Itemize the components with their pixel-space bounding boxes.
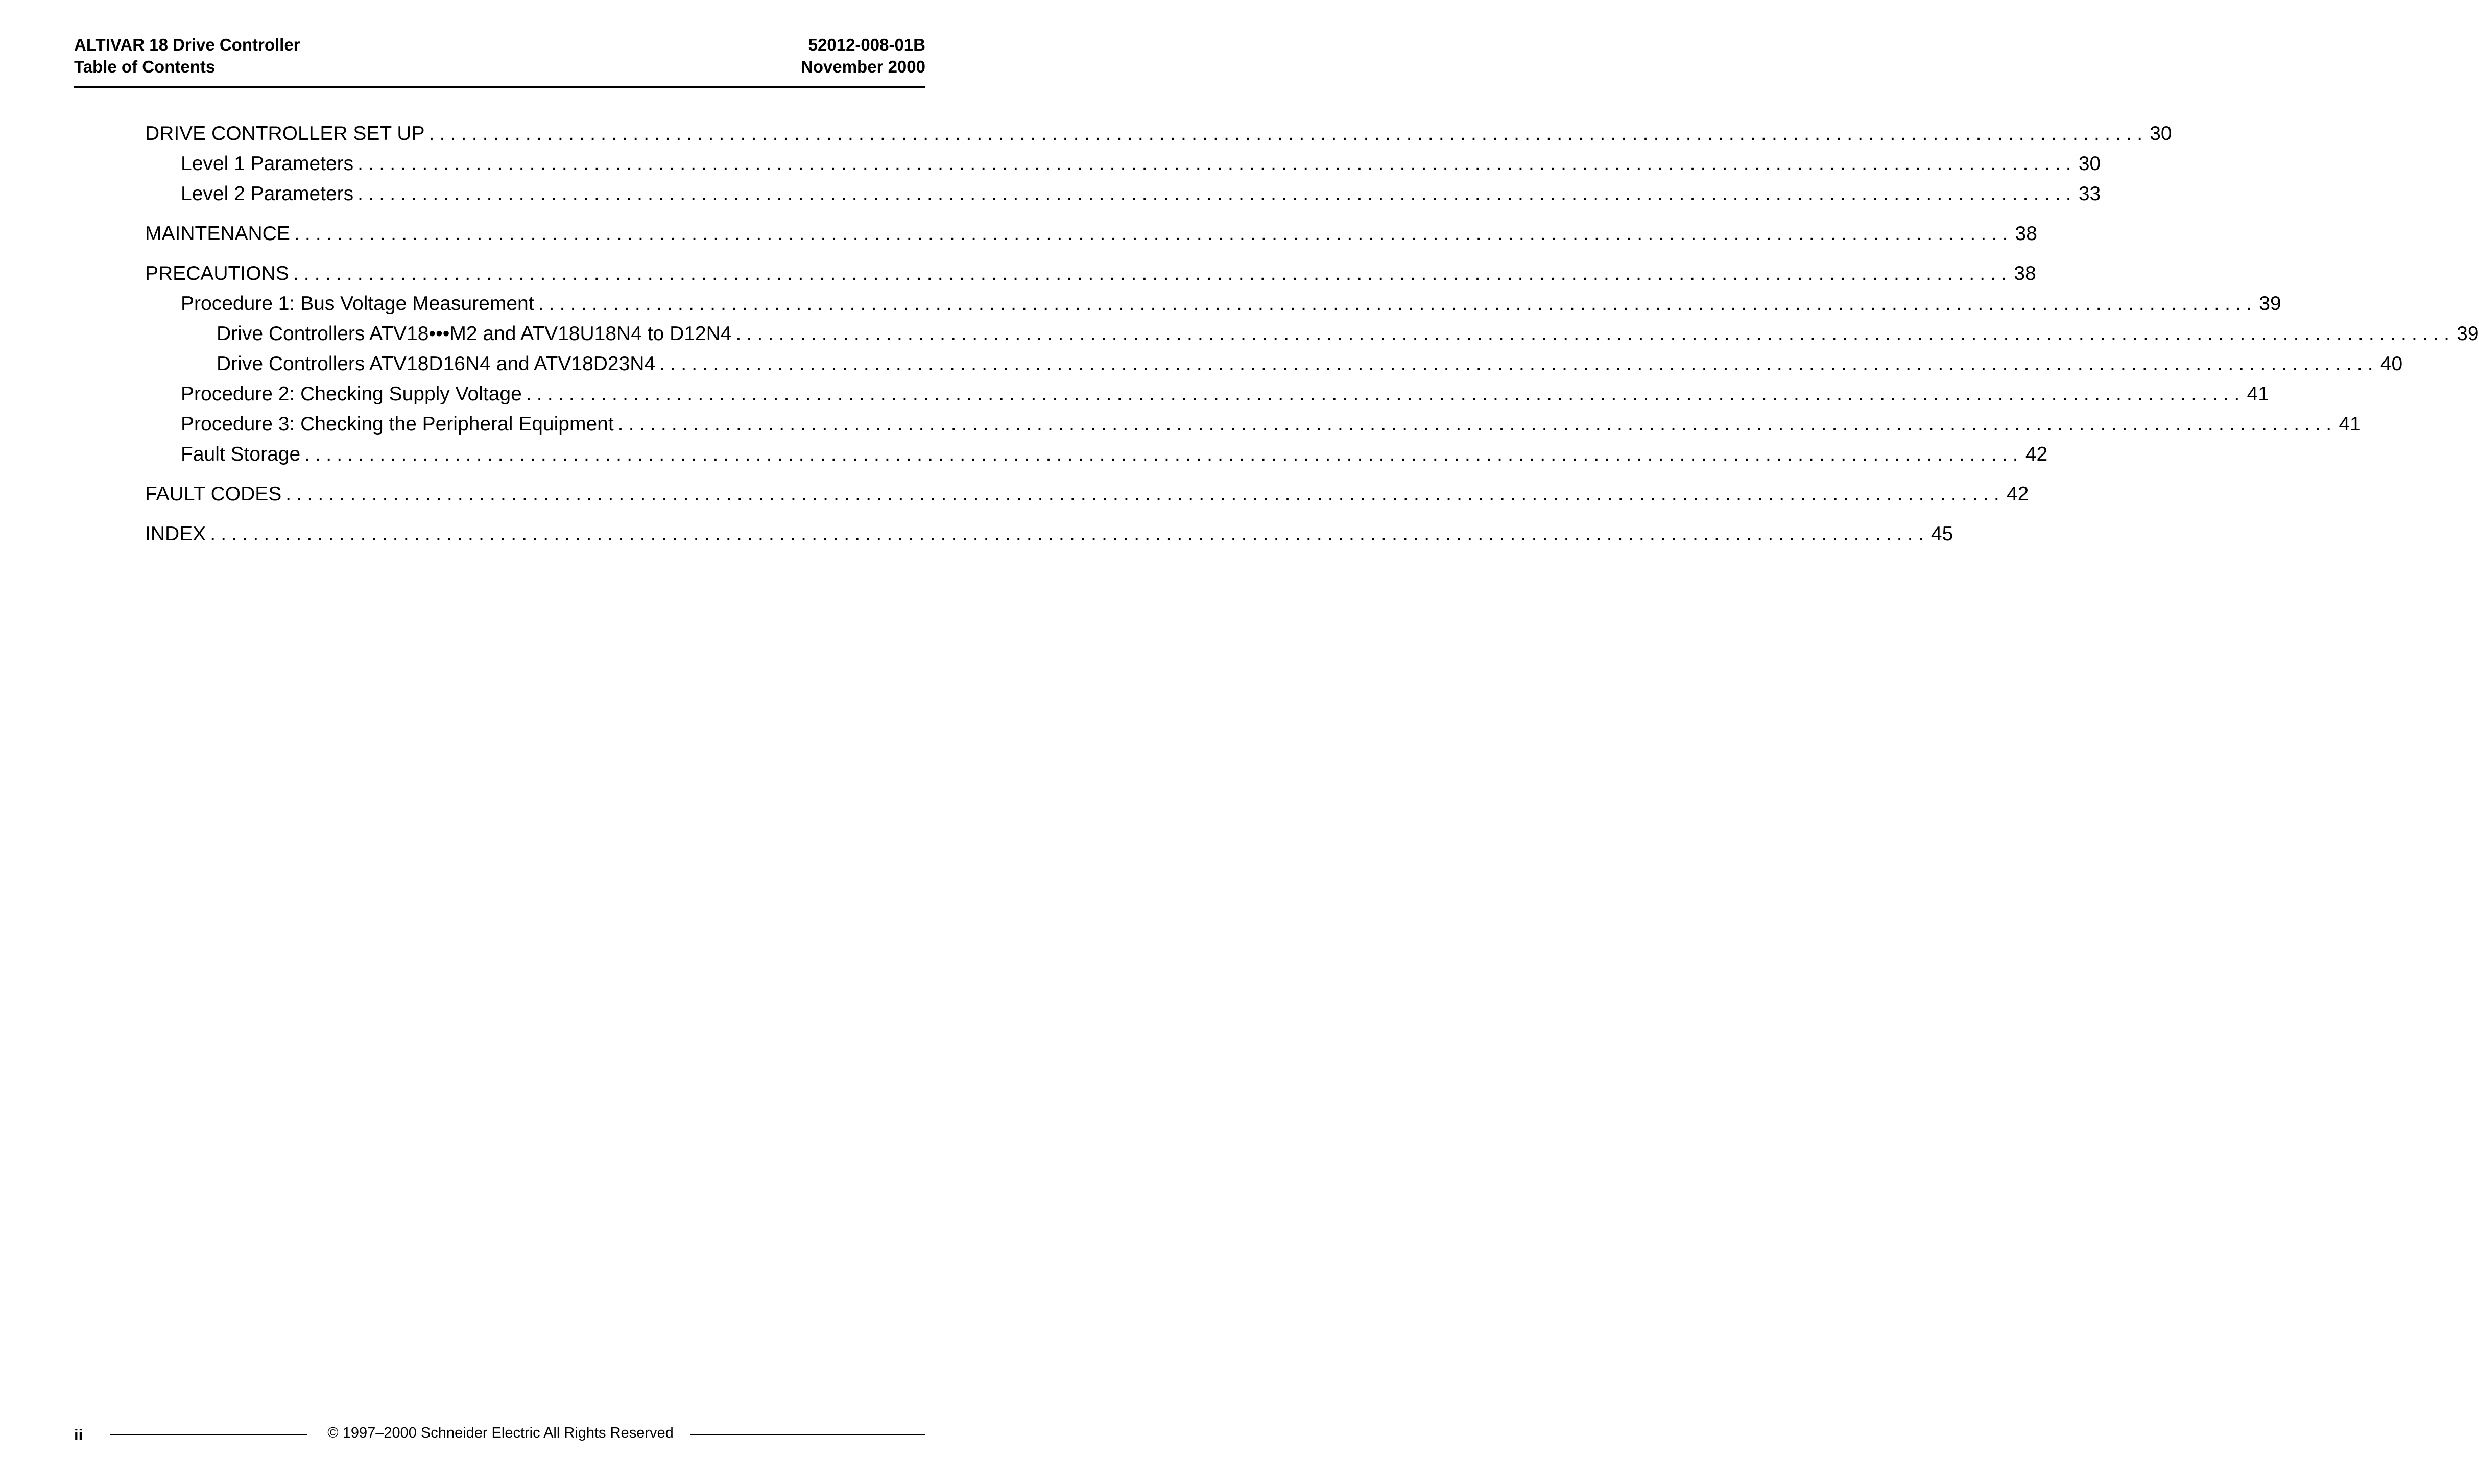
page-footer [74, 1423, 925, 1443]
toc-dot-leader: ................................................................................................................................................................ [357, 153, 2077, 175]
toc-dot-leader: ................................................................................................................................................................ [210, 523, 1929, 545]
toc-entry-title: MAINTENANCE [145, 223, 290, 245]
toc-entry[interactable] [145, 379, 2269, 409]
toc-entry-title: Level 1 Parameters [181, 153, 354, 175]
header-left [74, 34, 300, 78]
toc-entry[interactable] [145, 149, 2101, 179]
footer-rule-right [690, 1434, 925, 1435]
toc-entry-title: Level 2 Parameters [181, 183, 354, 205]
toc-entry-page: 38 [2015, 223, 2037, 245]
toc-entry-title: INDEX [145, 523, 206, 545]
toc-entry-title: Fault Storage [181, 443, 301, 465]
toc-entry-page: 30 [2150, 123, 2172, 145]
header-right [801, 34, 925, 78]
toc-entry-title: Drive Controllers ATV18D16N4 and ATV18D23N4 [217, 353, 656, 375]
page-header [74, 34, 925, 88]
toc-entry-page: 42 [2025, 443, 2048, 465]
document-number: 52012-008-01B [808, 35, 925, 54]
toc-entry-page: 40 [2380, 353, 2403, 375]
toc-entry[interactable] [145, 349, 2403, 379]
toc-dot-leader: ................................................................................................................................................................ [294, 223, 2013, 245]
toc-entry-page: 39 [2259, 293, 2281, 315]
document-title: ALTIVAR 18 Drive Controller [74, 35, 300, 54]
toc-entry-title: DRIVE CONTROLLER SET UP [145, 123, 425, 145]
toc-entry-title: Procedure 1: Bus Voltage Measurement [181, 293, 534, 315]
toc-dot-leader: ................................................................................................................................................................ [617, 413, 2337, 435]
toc-entry-page: 33 [2078, 183, 2101, 205]
toc-dot-leader: ................................................................................................................................................................ [659, 353, 2378, 375]
toc-entry[interactable] [145, 519, 1953, 549]
toc-dot-leader: ................................................................................................................................................................ [735, 323, 2455, 345]
toc-entry[interactable] [145, 479, 2029, 509]
table-of-contents [145, 118, 2479, 549]
toc-dot-leader: ................................................................................................................................................................ [285, 483, 2005, 505]
toc-entry[interactable] [145, 118, 2172, 149]
toc-entry[interactable] [145, 409, 2361, 439]
toc-dot-leader: ................................................................................................................................................................ [357, 183, 2077, 205]
toc-entry[interactable] [145, 289, 2281, 319]
toc-entry[interactable] [145, 179, 2101, 209]
toc-entry-title: PRECAUTIONS [145, 262, 289, 284]
toc-dot-leader: ................................................................................................................................................................ [538, 293, 2257, 315]
toc-entry[interactable] [145, 219, 2037, 249]
toc-dot-leader: ................................................................................................................................................................ [293, 262, 2012, 284]
toc-entry-page: 39 [2457, 323, 2479, 345]
toc-entry-title: Drive Controllers ATV18•••M2 and ATV18U18N4 to D12N4 [217, 323, 732, 345]
footer-rule-left [110, 1434, 307, 1435]
toc-entry-title: FAULT CODES [145, 483, 282, 505]
toc-entry-page: 30 [2078, 153, 2101, 175]
toc-entry[interactable] [145, 258, 2036, 289]
toc-entry[interactable] [145, 439, 2048, 469]
toc-dot-leader: ................................................................................................................................................................ [428, 123, 2148, 145]
toc-entry-page: 41 [2247, 383, 2269, 405]
toc-entry-page: 42 [2006, 483, 2029, 505]
toc-entry-page: 38 [2014, 262, 2036, 284]
document-date: November 2000 [801, 57, 925, 76]
toc-entry-title: Procedure 3: Checking the Peripheral Equipment [181, 413, 614, 435]
section-title: Table of Contents [74, 57, 216, 76]
toc-entry[interactable] [145, 319, 2479, 349]
toc-dot-leader: ................................................................................................................................................................ [304, 443, 2023, 465]
footer-page-number: ii [74, 1426, 83, 1444]
footer-copyright: © 1997–2000 Schneider Electric All Rights Reserved [327, 1425, 674, 1441]
toc-entry-title: Procedure 2: Checking Supply Voltage [181, 383, 522, 405]
toc-entry-page: 41 [2339, 413, 2361, 435]
toc-dot-leader: ................................................................................................................................................................ [526, 383, 2245, 405]
toc-entry-page: 45 [1930, 523, 1953, 545]
